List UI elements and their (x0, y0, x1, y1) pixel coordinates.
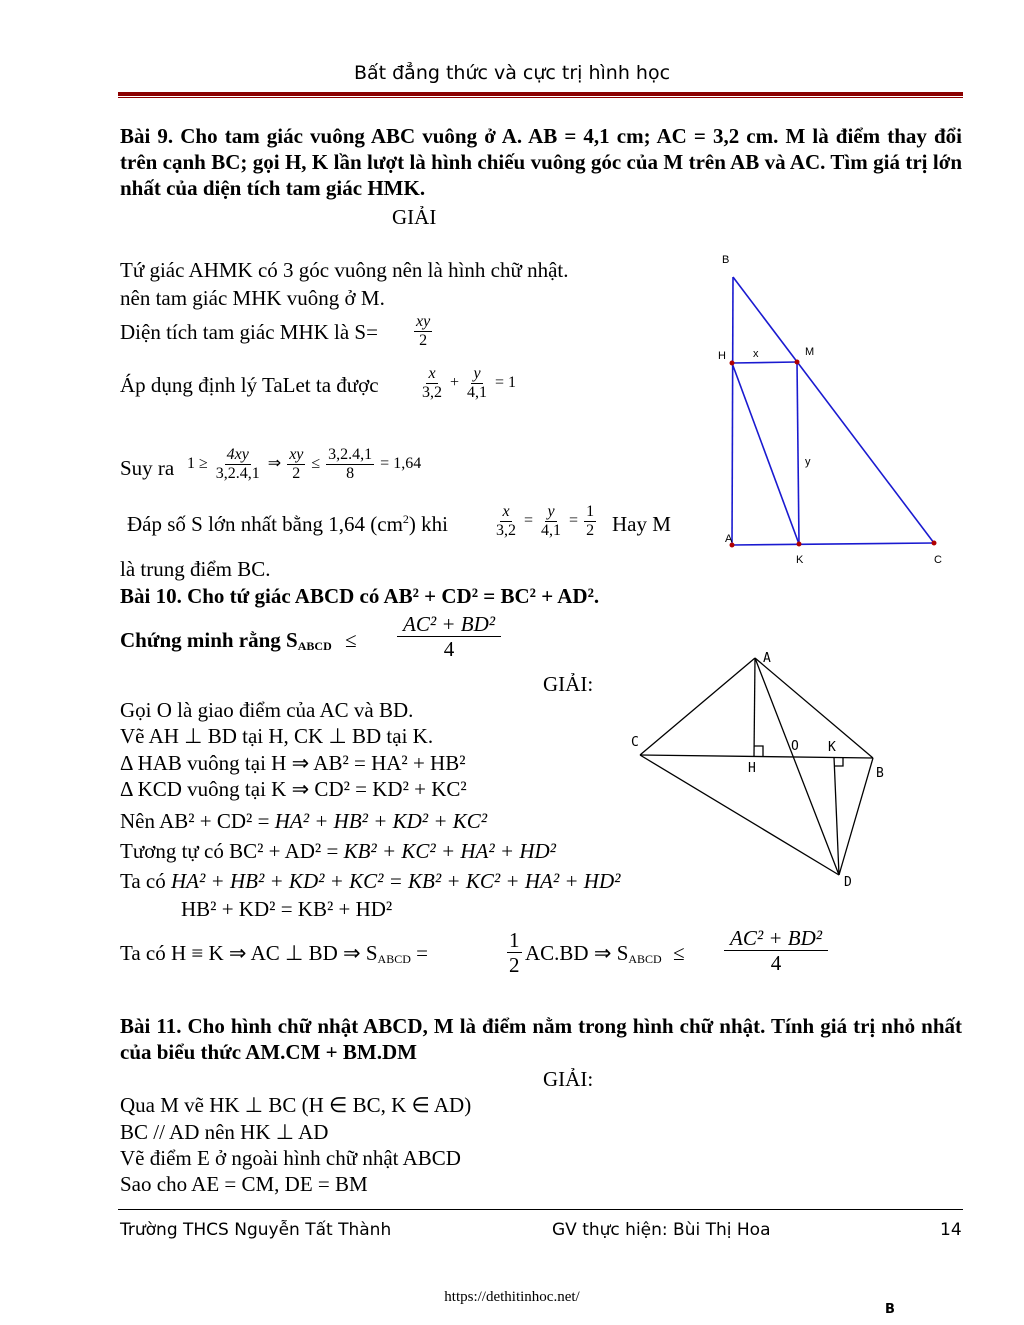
math-text: ⇒ (267, 455, 282, 473)
frac-den: 3,2 (496, 522, 516, 539)
bai10-l4: Δ KCD vuông tại K ⇒ CD² = KD² + KC² (120, 777, 467, 801)
footer-teacher: GV thực hiện: Bùi Thị Hoa (552, 1220, 771, 1240)
bai11-solution-heading: GIẢI: (543, 1067, 594, 1091)
segment-hm (732, 362, 797, 363)
frac-den: 3,2 (422, 384, 442, 401)
math-text: = (524, 512, 534, 530)
frac-den: 4 (443, 637, 455, 661)
frac-num: xy (416, 313, 431, 330)
point-m (795, 360, 800, 365)
point-k (797, 542, 802, 547)
bai10-l7 (120, 869, 620, 894)
text: ) khi (408, 512, 448, 536)
footer-url: https://dethitinhoc.net/ (444, 1289, 580, 1305)
bai11-problem: Bài 11. Cho hình chữ nhật ABCD, M là điểm nằm trong hình chữ nhật. Tính giá trị nhỏ nhất của biểu thức AM.CM + BM.DM (120, 1014, 962, 1064)
bai9-line6: Đáp số S lớn nhất bằng 1,64 $(cm^2)$ khi (127, 512, 448, 536)
bai10-l8: HB² + KD² = KB² + HD² (181, 897, 393, 921)
bai11-l1: Qua M vẽ HK ⊥ BC (H ∈ BC, K ∈ AD) (120, 1093, 472, 1117)
bai10-l3: Δ HAB vuông tại H ⇒ AB² = HA² + HB² (120, 751, 466, 775)
segment-cd (640, 755, 839, 875)
page-header-title: Bất đẳng thức và cực trị hình học (353, 62, 671, 84)
segment-ab (755, 658, 873, 758)
bai9-line6c: Hay M (612, 512, 671, 536)
bai11-l4: Sao cho AE = CM, DE = BM (120, 1172, 368, 1196)
frac-den: 2 (586, 522, 595, 539)
bai9-line7: là trung điểm BC. (120, 557, 271, 581)
point-c (932, 541, 937, 546)
frac-num: xy (289, 446, 304, 463)
math-text: = (569, 512, 579, 530)
bai10-bound-fraction (395, 612, 503, 661)
segment-bc (733, 277, 934, 543)
label-d: D (844, 875, 852, 890)
segment-ac-side (640, 658, 755, 755)
segment-ab (732, 277, 733, 545)
footer-corner-label: B (885, 1302, 895, 1317)
bai10-prove: Chứng minh rằng $S_{ABCD}$ ≤ (120, 628, 357, 653)
footer-rule (118, 1209, 963, 1210)
math-text: = 1,64 (380, 455, 422, 473)
frac-num: x (428, 365, 436, 382)
bai10-half-fraction (505, 928, 524, 977)
label-h: H (718, 350, 726, 362)
label-y: y (805, 456, 811, 468)
frac-num: 4xy (226, 446, 249, 463)
frac-num: AC² + BD² (397, 612, 501, 637)
label-x: x (753, 348, 759, 360)
label-c: C (631, 735, 639, 750)
frac-num: 1 (586, 503, 595, 520)
frac-den: 4,1 (541, 522, 562, 539)
bai9-line3: Diện tích tam giác MHK là S= (120, 320, 378, 344)
math-text: 1 ≥ (187, 455, 208, 473)
bai10-solution-heading: GIẢI: (543, 672, 594, 696)
math-text: ≤ (311, 455, 321, 473)
bai11-l3: Vẽ điểm E ở ngoài hình chữ nhật ABCD (120, 1146, 461, 1170)
frac-den: 3,2.4,1 (215, 465, 260, 482)
footer-school: Trường THCS Nguyễn Tất Thành (120, 1220, 392, 1240)
subscript: ABCD (628, 952, 662, 966)
right-angle-h (754, 746, 763, 756)
frac-num: x (502, 503, 510, 520)
text: Chứng minh rằng S (120, 628, 298, 652)
bai10-l9: Ta có H ≡ K ⇒ AC ⊥ BD ⇒ $S_{ABCD}$ = (120, 941, 428, 966)
label-m: M (805, 346, 815, 358)
bai9-inequality-chain (187, 446, 421, 483)
bai11-l2: BC // AD nên HK ⊥ AD (120, 1120, 329, 1144)
frac-num: y (473, 365, 481, 382)
subscript: ABCD (297, 639, 332, 653)
label-o: O (791, 739, 799, 754)
text: HA² + HB² + KD² + KC² = KB² + KC² + HA² + HD² (171, 869, 621, 893)
bai10-figure (625, 645, 900, 900)
segment-kd (834, 757, 839, 875)
frac-den: 8 (346, 465, 355, 482)
label-b: B (876, 766, 884, 781)
bai9-talet-equation: $\frac{x}{3,2}$ + $\frac{y}{4,1}$ = 1 (422, 365, 517, 401)
right-angle-k (834, 757, 843, 766)
text: KB² + KC² + HA² + HD² (343, 839, 556, 863)
point-h (730, 361, 735, 366)
bai9-area-fraction (412, 313, 434, 350)
segment-ac (732, 543, 934, 545)
segment-hk (732, 363, 799, 544)
bai10-l9-cont: AC.BD ⇒ $S_{ABCD}$ ≤ (525, 941, 685, 966)
bai9-line5: Suy ra (120, 456, 175, 480)
text: Ta có H ≡ K ⇒ AC ⊥ BD ⇒ S (120, 941, 378, 965)
segment-ad (755, 658, 839, 875)
segment-cb (640, 755, 873, 758)
frac-den: 4,1 (467, 384, 488, 401)
text: Tương tự có BC² + AD² = (120, 839, 339, 863)
label-b: B (722, 254, 730, 266)
bai9-problem: Bài 9. Cho tam giác vuông ABC vuông ở A. AB = 4,1 cm; AC = 3,2 cm. M là điểm thay đổi trên cạnh BC; gọi H, K lần lượt là hình chiếu vuông góc của M trên AB và AC. Tìm giá trị lớn nhất của diện tích tam giác HMK. (120, 124, 962, 200)
label-k: K (796, 554, 804, 566)
header-rule-thin (118, 97, 963, 98)
text: AC.BD ⇒ S (525, 941, 629, 965)
frac-den: 2 (292, 465, 301, 482)
bai10-l1: Gọi O là giao điểm của AC và BD. (120, 698, 414, 722)
bai10-l6 (120, 839, 556, 864)
text: Nên AB² + CD² = (120, 809, 270, 833)
frac-den: 4 (770, 951, 782, 975)
subscript: ABCD (377, 952, 411, 966)
bai9-ratio-equation (492, 503, 598, 540)
bai10-l2: Vẽ AH ⊥ BD tại H, CK ⊥ BD tại K. (120, 724, 434, 748)
bai9-line4: Áp dụng định lý TaLet ta được (120, 373, 379, 397)
footer-page-number: 14 (940, 1220, 962, 1240)
frac-den: 2 (509, 953, 520, 977)
segment-mk (797, 362, 799, 544)
frac-den: 2 (419, 332, 428, 349)
label-k: K (828, 740, 836, 755)
label-c: C (934, 554, 942, 566)
segment-bd (839, 758, 873, 875)
bai9-figure (705, 245, 965, 575)
text: Bài 10. Cho tứ giác ABCD có AB² + CD² = BC² + AD². (120, 584, 600, 608)
label-a: A (763, 651, 771, 666)
frac-num: 3,2.4,1 (328, 446, 373, 463)
frac-num: AC² + BD² (724, 926, 828, 951)
bai10-final-fraction (722, 926, 830, 975)
header-rule-thick (118, 92, 963, 96)
bai10-l5 (120, 809, 487, 834)
label-h: H (748, 761, 756, 776)
frac-num: y (547, 503, 555, 520)
text: Đáp số S lớn nhất bằng 1,64 (cm (127, 512, 403, 536)
bai9-line2: nên tam giác MHK vuông ở M. (120, 286, 385, 310)
label-a: A (725, 533, 733, 545)
bai9-solution-heading: GIẢI (392, 205, 437, 229)
segment-ah (754, 658, 755, 756)
bai9-line1: Tứ giác AHMK có 3 góc vuông nên là hình chữ nhật. (120, 258, 569, 282)
bai10-problem (120, 584, 599, 609)
text: Ta có (120, 869, 166, 893)
text: HA² + HB² + KD² + KC² (274, 809, 488, 833)
frac-num: 1 (509, 928, 520, 952)
